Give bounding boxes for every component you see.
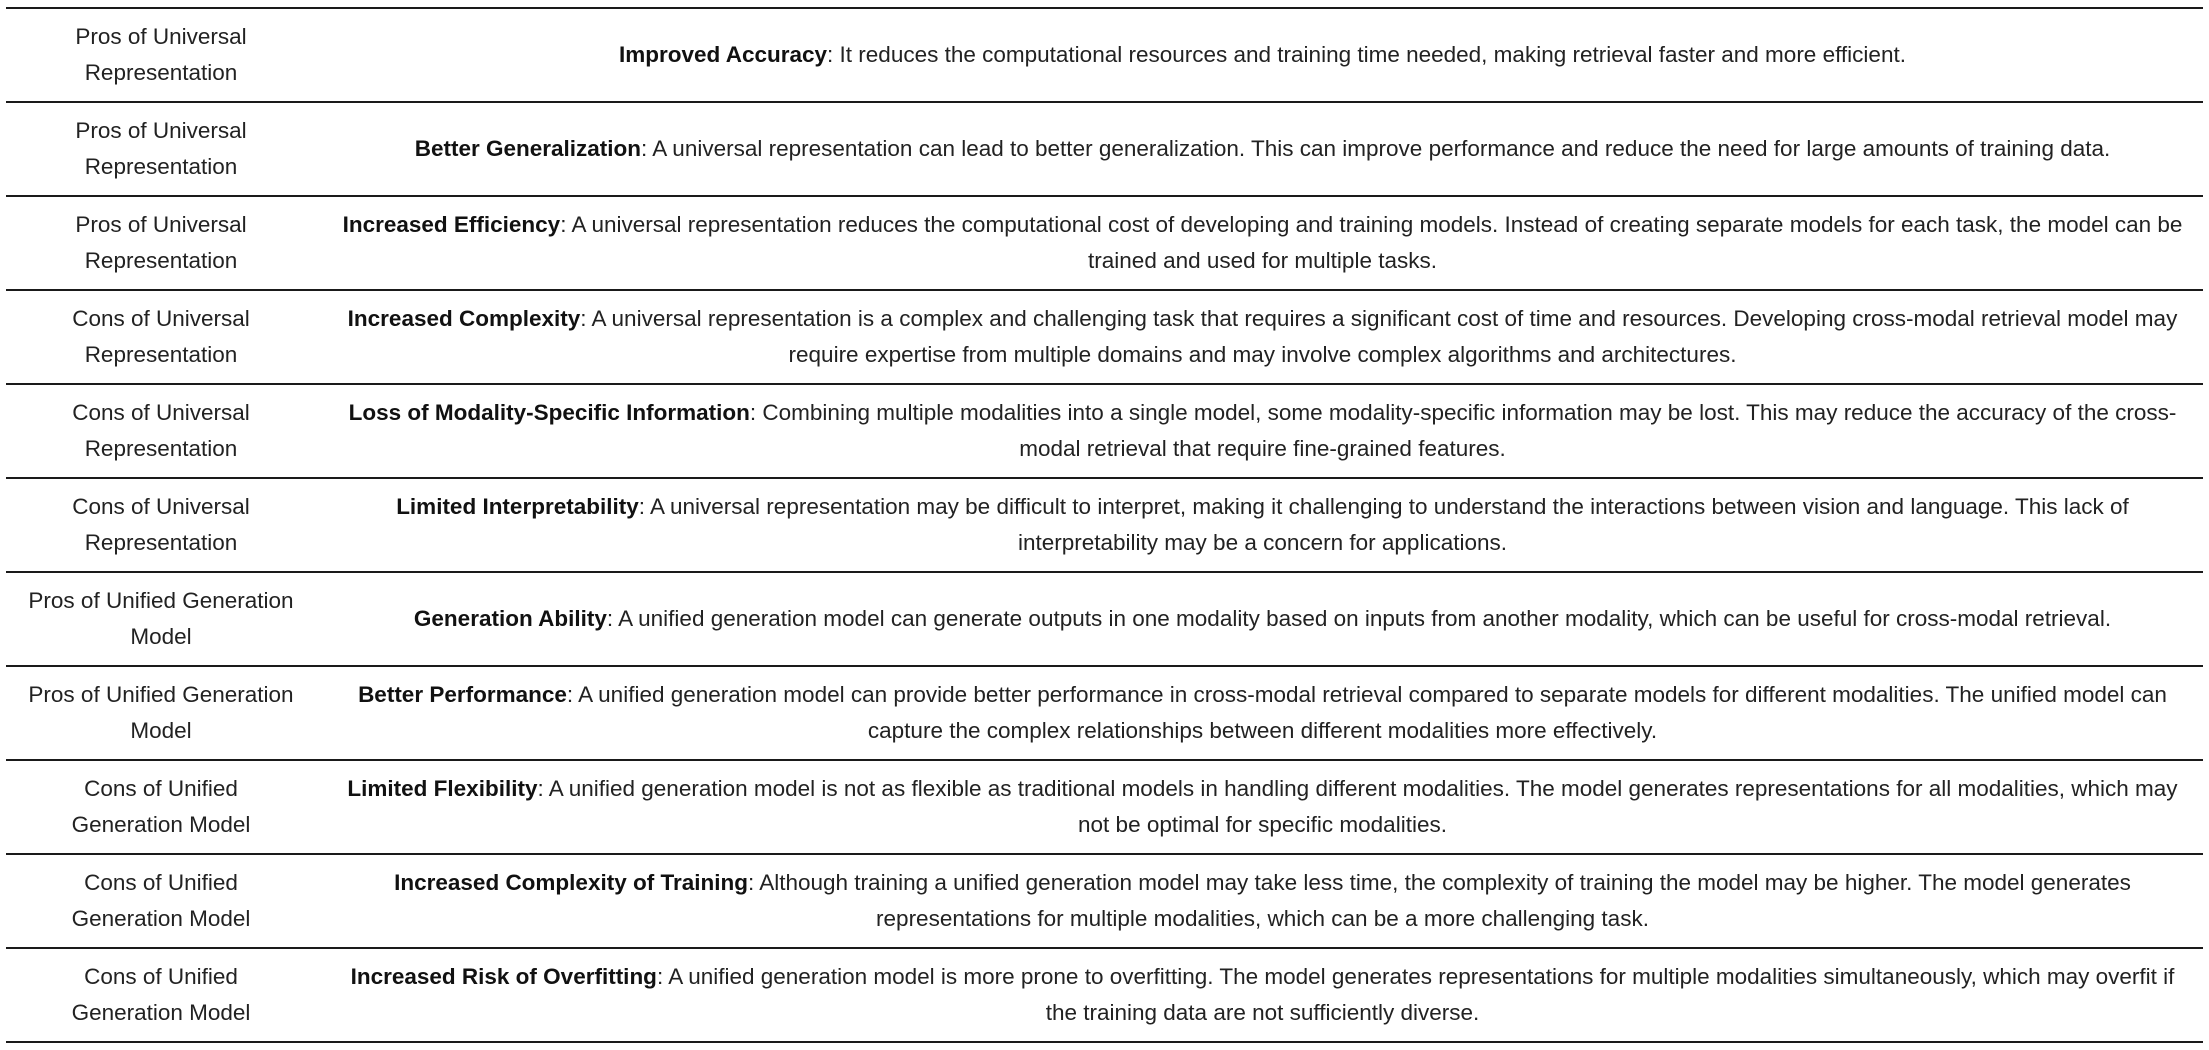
table-row [6,385,2203,479]
term-label: Increased Complexity [347,306,581,331]
description-text: : A universal representation can lead to better generalization. This can improve performance and reduce the need for large amounts of training data. [641,136,2111,161]
description-cell [316,959,2203,1031]
term-label: Better Generalization [414,136,642,161]
description-text: : A universal representation may be difficult to interpret, making it challenging to understand the interactions between vision and language. This lack of interpretability may be a concern for applications. [638,494,2129,555]
description-cell [316,37,2203,73]
category-cell: Cons of Universal Representation [72,494,250,555]
description-cell [316,395,2203,467]
category-cell: Pros of Unified Generation Model [28,682,294,743]
category-cell: Pros of Universal Representation [75,24,247,85]
term-label: Increased Risk of Overfitting [350,964,657,989]
description-text: : It reduces the computational resources and training time needed, making retrieval faster and more efficient. [827,42,1906,67]
description-cell [316,771,2203,843]
description-text: : A unified generation model can provide better performance in cross-modal retrieval compared to separate models for different modalities. The unified model can capture the complex relationships between different modalities more effectively. [566,682,2167,743]
term-label: Increased Efficiency [342,212,561,237]
category-cell: Cons of Unified Generation Model [71,964,251,1025]
description-text: : Combining multiple modalities into a single model, some modality-specific information may be lost. This may reduce the accuracy of the cross-modal retrieval that require fine-grained features. [749,400,2177,461]
table-row [6,197,2203,291]
table-row [6,667,2203,761]
category-cell: Pros of Universal Representation [75,118,247,179]
term-label: Increased Complexity of Training [394,870,748,895]
description-text: : Although training a unified generation model may take less time, the complexity of training the model may be higher. The model generates representations for multiple modalities, which can be a more challenging task. [747,870,2131,931]
table-row [6,855,2203,949]
description-cell [316,489,2203,561]
category-cell: Pros of Unified Generation Model [28,588,294,649]
description-cell [316,301,2203,373]
table-row [6,479,2203,573]
category-cell: Cons of Unified Generation Model [71,870,251,931]
table-row [6,949,2203,1041]
description-text: : A unified generation model is more prone to overfitting. The model generates representations for multiple modalities simultaneously, which may overfit if the training data are not sufficiently diverse. [656,964,2175,1025]
term-label: Improved Accuracy [619,42,828,67]
description-cell [316,131,2203,167]
table-row [6,9,2203,103]
table-row [6,761,2203,855]
category-cell: Cons of Universal Representation [72,306,250,367]
term-label: Loss of Modality-Specific Information [348,400,750,425]
category-cell: Pros of Universal Representation [75,212,247,273]
description-cell [316,865,2203,937]
description-text: : A unified generation model is not as flexible as traditional models in handling different modalities. The model generates representations for all modalities, which may not be optimal for specific modalities. [537,776,2178,837]
term-label: Limited Interpretability [396,494,639,519]
term-label: Generation Ability [413,606,607,631]
description-text: : A universal representation reduces the computational cost of developing and training models. Instead of creating separate models for each task, the model can be trained and used for multiple tasks. [560,212,2183,273]
table-row [6,103,2203,197]
description-text: : A universal representation is a complex and challenging task that requires a significant cost of time and resources. Developing cross-modal retrieval model may require expertise from multiple domains and may involve complex algorithms and architectures. [580,306,2178,367]
pros-cons-table [6,7,2203,1043]
table-row [6,291,2203,385]
term-label: Limited Flexibility [347,776,538,801]
category-cell: Cons of Universal Representation [72,400,250,461]
description-cell [316,207,2203,279]
description-cell [316,601,2203,637]
category-cell: Cons of Unified Generation Model [71,776,251,837]
description-cell [316,677,2203,749]
table-row [6,573,2203,667]
term-label: Better Performance [358,682,567,707]
description-text: : A unified generation model can generate outputs in one modality based on inputs from another modality, which can be useful for cross-modal retrieval. [606,606,2112,631]
